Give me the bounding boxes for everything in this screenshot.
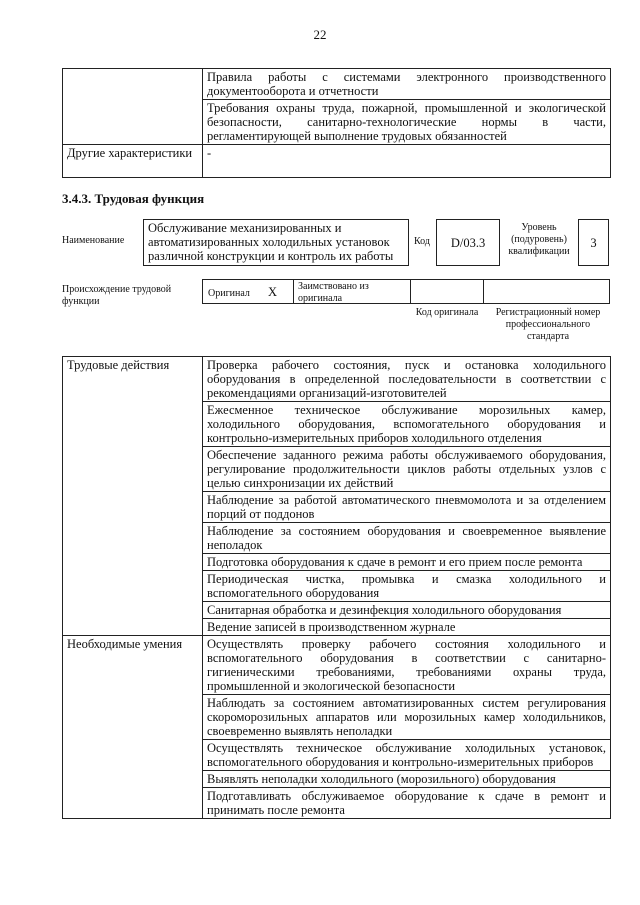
list-item: Требования охраны труда, пожарной, промышленной и экологической безопасности, санитарно-технологические нормы в части, регламентирующей выполнение трудовых обязанностей [203, 100, 611, 145]
reg-caption: Регистрационный номер профессионального стандарта [495, 307, 601, 342]
origin-divider-1 [293, 279, 294, 304]
table-row [63, 636, 611, 695]
table-row [63, 357, 611, 402]
list-item: Наблюдение за состоянием оборудования и своевременное выявление неполадок [203, 523, 611, 554]
code-caption: Код оригинала [415, 307, 479, 318]
level-label: Уровень (подуровень) квалификации [508, 222, 570, 257]
borrowed-label: Заимствовано из оригинала [298, 281, 369, 304]
origin-divider-2 [410, 279, 411, 304]
list-item: Периодическая чистка, промывка и смазка холодильного и вспомогательного оборудования [203, 571, 611, 602]
list-item: Проверка рабочего состояния, пуск и остановка холодильного оборудования в определенной последовательности в соответствии с рекомендациями организаций-изготовителей [203, 357, 611, 402]
row-label-other: Другие характеристики [63, 145, 203, 178]
row-label-empty [63, 69, 203, 145]
list-item: Ведение записей в производственном журнале [203, 619, 611, 636]
list-item: Правила работы с системами электронного производственного документооборота и отчетности [203, 69, 611, 100]
origin-label: Происхождение трудовой функции [62, 284, 172, 307]
section-label-actions: Трудовые действия [63, 357, 203, 636]
table-row [63, 145, 611, 178]
section-label-skills: Необходимые умения [63, 636, 203, 819]
main-table [62, 356, 611, 819]
table-row [63, 69, 611, 100]
list-item: Обеспечение заданного режима работы обслуживаемого оборудования, регулирование продолжительности циклов работы отдельных узлов с целью синхронизации их действий [203, 447, 611, 492]
list-item: Выявлять неполадки холодильного (морозильного) оборудования [203, 771, 611, 788]
level-value: 3 [590, 235, 597, 250]
list-item: Подготавливать обслуживаемое оборудование к сдаче в ремонт и принимать после ремонта [203, 788, 611, 819]
function-code-value: D/03.3 [450, 235, 486, 250]
list-item: Наблюдать за состоянием автоматизированных систем регулирования скороморозильных аппаратов или морозильных камер холодильников, своевременно выявлять неполадки [203, 695, 611, 740]
original-mark: X [268, 285, 278, 299]
list-item: Ежесменное техническое обслуживание морозильных камер, холодильного оборудования, вспомогательного оборудования и контрольно-измерительных приборов холодильного отделения [203, 402, 611, 447]
function-code [436, 219, 500, 266]
list-item: - [203, 145, 611, 178]
list-item: Осуществлять проверку рабочего состояния холодильного и вспомогательного оборудования в соответствии с санитарно-гигиеническими требованиями, требованиями охраны труда, промышленной и экологической безопасности [203, 636, 611, 695]
origin-divider-3 [483, 279, 484, 304]
top-table [62, 68, 611, 178]
level-value-box [578, 219, 609, 266]
original-label: Оригинал [208, 288, 250, 299]
list-item: Подготовка оборудования к сдаче в ремонт и его прием после ремонта [203, 554, 611, 571]
list-item: Наблюдение за работой автоматического пневмомолота и за отделением порций от поддонов [203, 492, 611, 523]
function-name: Обслуживание механизированных и автоматизированных холодильных установок различной конструкции и контроль их работы [143, 219, 409, 266]
list-item: Осуществлять техническое обслуживание холодильных установок, вспомогательного оборудования и контрольно-измерительных приборов [203, 740, 611, 771]
page-number: 22 [313, 27, 327, 42]
section-heading: 3.4.3. Трудовая функция [62, 191, 205, 206]
name-label: Наименование [62, 235, 125, 246]
list-item: Санитарная обработка и дезинфекция холодильного оборудования [203, 602, 611, 619]
code-label: Код [414, 236, 430, 247]
